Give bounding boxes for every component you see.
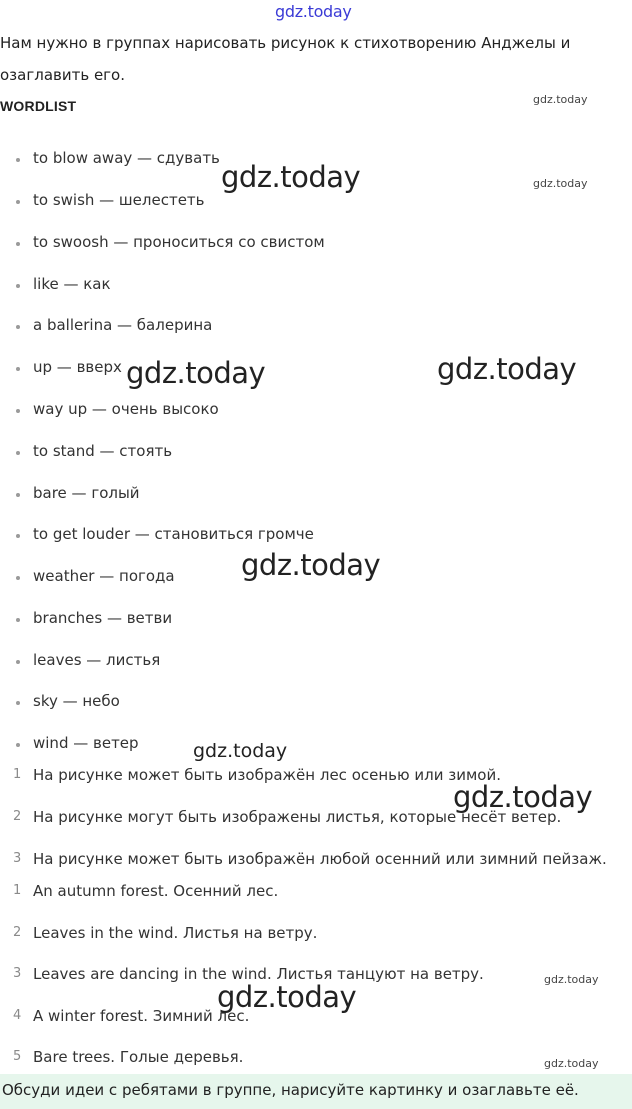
- bullet-icon: [16, 701, 20, 705]
- watermark: gdz.today: [453, 780, 593, 814]
- bullet-icon: [16, 451, 20, 455]
- bullet-icon: [16, 534, 20, 538]
- bullet-icon: [16, 158, 20, 162]
- watermark: gdz.today: [533, 93, 588, 106]
- footer-text: Обсуди идеи с ребятами в группе, нарисуйте картинку и озаглавьте её.: [2, 1081, 579, 1099]
- bullet-icon: [16, 409, 20, 413]
- watermark: gdz.today: [217, 980, 357, 1014]
- wordlist-heading: WORDLIST: [0, 98, 77, 114]
- bullet-icon: [16, 242, 20, 246]
- watermark: gdz.today: [544, 1057, 599, 1070]
- watermark: gdz.today: [126, 356, 266, 390]
- watermark: gdz.today: [241, 548, 381, 582]
- intro-line-1: Нам нужно в группах нарисовать рисунок к стихотворению Анджелы и: [0, 34, 571, 52]
- bullet-icon: [16, 200, 20, 204]
- watermark: gdz.today: [533, 177, 588, 190]
- footer-note: [0, 1074, 632, 1109]
- bullet-icon: [16, 743, 20, 747]
- watermark: gdz.today: [193, 740, 288, 762]
- top-watermark: gdz.today: [275, 2, 352, 21]
- bullet-icon: [16, 618, 20, 622]
- bullet-icon: [16, 284, 20, 288]
- watermark: gdz.today: [221, 160, 361, 194]
- watermark: gdz.today: [437, 352, 577, 386]
- bullet-icon: [16, 367, 20, 371]
- bullet-icon: [16, 493, 20, 497]
- bullet-icon: [16, 660, 20, 664]
- intro-line-2: озаглавить его.: [0, 66, 125, 84]
- bullet-icon: [16, 325, 20, 329]
- bullet-icon: [16, 576, 20, 580]
- watermark: gdz.today: [544, 973, 599, 986]
